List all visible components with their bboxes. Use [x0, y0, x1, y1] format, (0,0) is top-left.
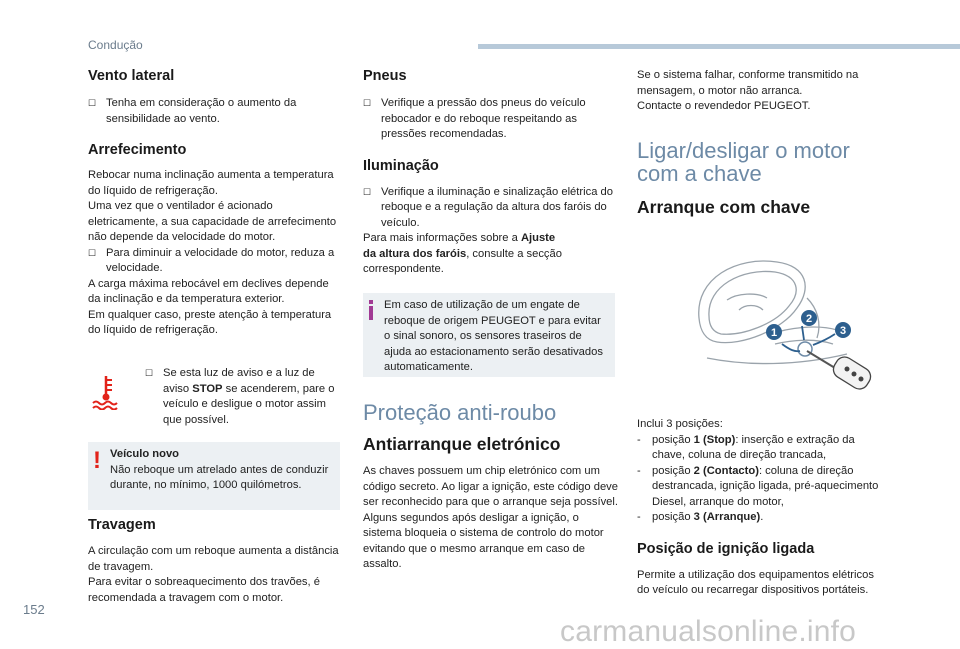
section-label: Condução [88, 38, 143, 52]
checkbox-bullet-icon: ☐ [363, 98, 372, 108]
bullet-temperature: ☐ Se esta luz de aviso e a luz de aviso STOP se acenderem, pare o veículo e desligue o motor assim que possível. [145, 367, 335, 426]
checkbox-bullet-icon: ☐ [88, 247, 97, 258]
checkbox-bullet-icon: ☐ [88, 98, 97, 108]
column-2-bottom [363, 401, 618, 573]
heading-vento-lateral: Vento lateral [88, 68, 175, 84]
checkbox-bullet-icon: ☐ [145, 368, 154, 378]
info-text: Em caso de utilização de um engate de reboque de origem PEUGEOT e para evitar o sinal sonoro, os sensores traseiros de ajuda ao estacionamento serão desativados automaticamente. [384, 299, 603, 373]
paragraph: Se o sistema falhar, conforme transmitido na mensagem, o motor não arranca. [637, 69, 859, 97]
heading-pneus: Pneus [363, 68, 407, 84]
position-3-item: - posição 3 (Arranque). [637, 511, 764, 523]
column-3-bottom [637, 417, 887, 599]
position-2-item: - posição 2 (Contacto): coluna de direção destrancada, ignição ligada, pré-aquecimento Diesel, arranque do motor, [637, 464, 879, 508]
paragraph: Uma vez que o ventilador é acionado eletricamente, a sua capacidade de arrefecimento não depende da velocidade do motor. [88, 200, 337, 243]
page-number: 152 [23, 602, 45, 617]
column-2 [363, 67, 618, 278]
heading-travagem: Travagem [88, 517, 156, 533]
bullet-pneus: ☐ Verifique a pressão dos pneus do veículo rebocador e do reboque respeitando as pressões recomendadas. [363, 97, 586, 140]
heading-iluminacao: Iluminação [363, 157, 439, 174]
bullet-vento: ☐ Tenha em consideração o aumento da sensibilidade ao vento. [88, 97, 297, 125]
info-note [384, 298, 609, 376]
paragraph: Rebocar numa inclinação aumenta a temperatura do líquido de refrigeração. [88, 169, 334, 197]
watermark: carmanualsonline.info [560, 615, 857, 648]
position-1-item: - posição 1 (Stop): inserção e extração da chave, coluna de direção trancada, [637, 433, 855, 461]
column-1 [88, 67, 344, 339]
paragraph: Contacte o revendedor PEUGEOT. [637, 100, 811, 112]
heading-posicao-ignicao: Posição de ignição ligada [637, 540, 815, 557]
position-3-label: 3 [839, 325, 847, 337]
bullet-iluminacao: ☐ Verifique a iluminação e sinalização elétrica do reboque e a regulação da altura dos faróis do veículo. [363, 185, 613, 229]
heading-ligar-desligar: Ligar/desligar o motor com a chave [637, 137, 850, 186]
paragraph: Para mais informações sobre a Ajuste da altura dos faróis, consulte a secção correspondente. [363, 232, 562, 275]
note-title: Veículo novo [110, 448, 180, 460]
header-bar [478, 44, 960, 49]
paragraph: A circulação com um reboque aumenta a distância de travagem. [88, 545, 339, 573]
checkbox-bullet-icon: ☐ [363, 186, 372, 197]
paragraph: Em qualquer caso, preste atenção à temperatura do líquido de refrigeração. [88, 308, 332, 336]
warning-exclamation-icon: ! [93, 447, 101, 474]
car-key-icon [807, 351, 874, 392]
paragraph: Permite a utilização dos equipamentos elétricos do veículo ou recarregar dispositivos portáteis. [637, 568, 874, 596]
paragraph: As chaves possuem um chip eletrónico com um código secreto. Ao ligar a ignição, este código deve ser reconhecido para que o arranque seja possível. [363, 465, 618, 508]
paragraph: Alguns segundos após desligar a ignição, o sistema bloqueia o sistema de controlo do motor evitando que o mesmo arranque em caso de assalto. [363, 511, 604, 570]
ignition-key-illustration [687, 248, 887, 400]
paragraph: A carga máxima rebocável em declives depende da inclinação e da temperatura exterior. [88, 277, 329, 305]
heading-arranque-com-chave: Arranque com chave [637, 196, 811, 217]
paragraph: Para evitar o sobreaquecimento dos travões, é recomendada a travagem com o motor. [88, 576, 320, 604]
info-icon [368, 300, 373, 320]
heading-protecao-anti-roubo: Proteção anti-roubo [363, 400, 557, 425]
temperature-note [145, 366, 340, 428]
column-1-bottom [88, 516, 344, 606]
coolant-temperature-warning-icon [90, 372, 122, 410]
note-text: Não reboque um atrelado antes de conduzir durante, no mínimo, 1000 quilómetros. [110, 463, 329, 491]
heading-antiarranque: Antiarranque eletrónico [363, 434, 561, 454]
heading-arrefecimento: Arrefecimento [88, 142, 187, 158]
column-3 [637, 68, 887, 217]
position-2-label: 2 [805, 313, 813, 325]
bullet-arrefecimento: ☐ Para diminuir a velocidade do motor, reduza a velocidade. [88, 246, 335, 274]
position-1-label: 1 [770, 327, 778, 339]
paragraph: Inclui 3 posições: [637, 418, 723, 430]
veiculo-novo-note [110, 447, 336, 494]
